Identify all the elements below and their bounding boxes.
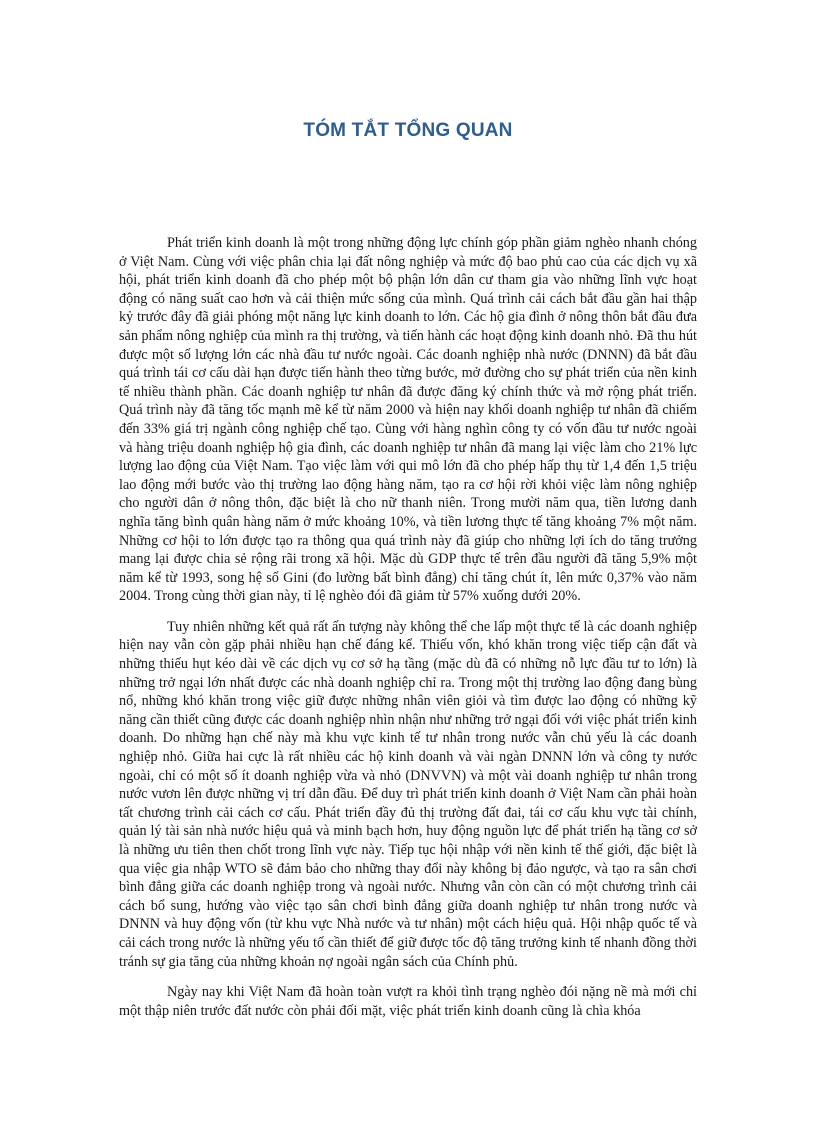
paragraph-2: Tuy nhiên những kết quả rất ấn tượng này không thể che lấp một thực tế là các doanh nghiệp hiện nay vẫn còn gặp phải nhiều hạn chế đáng kể. Thiếu vốn, khó khăn trong việc tiếp cận đất và những thiếu hụt kéo dài về các dịch vụ cơ sở hạ tầng (mặc dù đã có những nỗ lực đầu tư to lớn) là những trở ngại lớn nhất được các nhà doanh nghiệp chỉ ra. Trong một thị trường lao động đang bùng nổ, những khó khăn trong việc giữ được những nhân viên giỏi và tìm được lao động có những kỹ năng cần thiết cũng được các doanh nghiệp nhìn nhận như những trở ngại đối với việc phát triển kinh doanh. Do những hạn chế này mà khu vực kinh tế tư nhân trong nước vẫn chủ yếu là các doanh nghiệp nhỏ. Giữa hai cực là rất nhiều các hộ kinh doanh và vài ngàn DNNN lớn và công ty nước ngoài, chỉ có một số ít doanh nghiệp vừa và nhỏ (DNVVN) và một vài doanh nghiệp tư nhân trong nước vươn lên được những vị trí dẫn đầu. Để duy trì phát triển kinh doanh ở Việt Nam cần phải hoàn tất chương trình cải cách cơ cấu. Phát triển đầy đủ thị trường đất đai, tái cơ cấu khu vực tài chính, quản lý tài sản nhà nước hiệu quả và minh bạch hơn, huy động nguồn lực để phát triển hạ tầng cơ sở là những ưu tiên then chốt trong lĩnh vực này. Tiếp tục hội nhập với nền kinh tế thế giới, đặc biệt là qua việc gia nhập WTO sẽ đảm bảo cho những thay đổi này không bị đảo ngược, và tạo ra sân chơi bình đẳng giữa các doanh nghiệp trong và ngoài nước. Nhưng vẫn còn cần có một chương trình cải cách bổ sung, hướng vào việc tạo sân chơi bình đẳng giữa doanh nghiệp tư nhân trong nước và DNNN và huy động vốn (từ khu vực Nhà nước và tư nhân) một cách hiệu quả. Hội nhập quốc tế và cải cách trong nước là những yếu tố cần thiết để giữ được tốc độ tăng trưởng kinh tế nhanh đồng thời tránh sự gia tăng của những khoản nợ ngoài ngân sách của Chính phủ.: [119, 618, 697, 970]
page-title: TÓM TẮT TỔNG QUAN: [303, 120, 513, 141]
document-body: [119, 234, 697, 1032]
paragraph-3: Ngày nay khi Việt Nam đã hoàn toàn vượt ra khỏi tình trạng nghèo đói nặng nề mà mới chỉ một thập niên trước đất nước còn phải đối mặt, việc phát triển kinh doanh cũng là chìa khóa: [119, 984, 697, 1019]
paragraph-1: Phát triển kinh doanh là một trong những động lực chính góp phần giảm nghèo nhanh chóng ở Việt Nam. Cùng với việc phân chia lại đất nông nghiệp và mức độ bao phủ cao của các dịch vụ xã hội, phát triển kinh doanh đã cho phép một bộ phận lớn dân cư tham gia vào những lĩnh vực hoạt động có năng suất cao hơn và cải thiện mức sống của mình. Quá trình cải cách bắt đầu gần hai thập kỷ trước đây đã giải phóng một năng lực kinh doanh to lớn. Các hộ gia đình ở nông thôn bắt đầu đưa sản phẩm nông nghiệp của mình ra thị trường, và tiến hành các hoạt động kinh doanh nhỏ. Đã thu hút được một số lượng lớn các nhà đầu tư nước ngoài. Các doanh nghiệp nhà nước (DNNN) đã bắt đầu quá trình tái cơ cấu dài hạn được tiến hành theo từng bước, mở đường cho sự phát triển của nền kinh tế nhiều thành phần. Các doanh nghiệp tư nhân đã được đăng ký chính thức và mở rộng phát triển. Quá trình này đã tăng tốc mạnh mẽ kể từ năm 2000 và hiện nay khối doanh nghiệp tư nhân đã chiếm đến 33% giá trị ngành công nghiệp chế tạo. Cùng với hàng nghìn công ty có vốn đầu tư nước ngoài và hàng triệu doanh nghiệp hộ gia đình, các doanh nghiệp tư nhân đã mang lại việc làm cho 21% lực lượng lao động của Việt Nam. Tạo việc làm với qui mô lớn đã cho phép hấp thụ từ 1,4 đến 1,5 triệu lao động mới bước vào thị trường lao động hàng năm, tạo ra cơ hội rời khỏi việc làm nông nghiệp cho người dân ở nông thôn, đặc biệt là cho nữ thanh niên. Trong mười năm qua, tiền lương danh nghĩa tăng bình quân hàng năm ở mức khoảng 10%, và tiền lương thực tế tăng khoảng 7% một năm. Những cơ hội to lớn được tạo ra thông qua quá trình này đã giúp cho những lợi ích do tăng trưởng mang lại được chia sẻ rộng rãi trong xã hội. Mặc dù GDP thực tế trên đầu người đã tăng 5,9% một năm kể từ 1993, song hệ số Gini (đo lường bất bình đẳng) chỉ tăng chút ít, lên mức 0,37% vào năm 2004. Trong cùng thời gian này, tỉ lệ nghèo đói đã giảm từ 57% xuống dưới 20%.: [119, 235, 697, 605]
